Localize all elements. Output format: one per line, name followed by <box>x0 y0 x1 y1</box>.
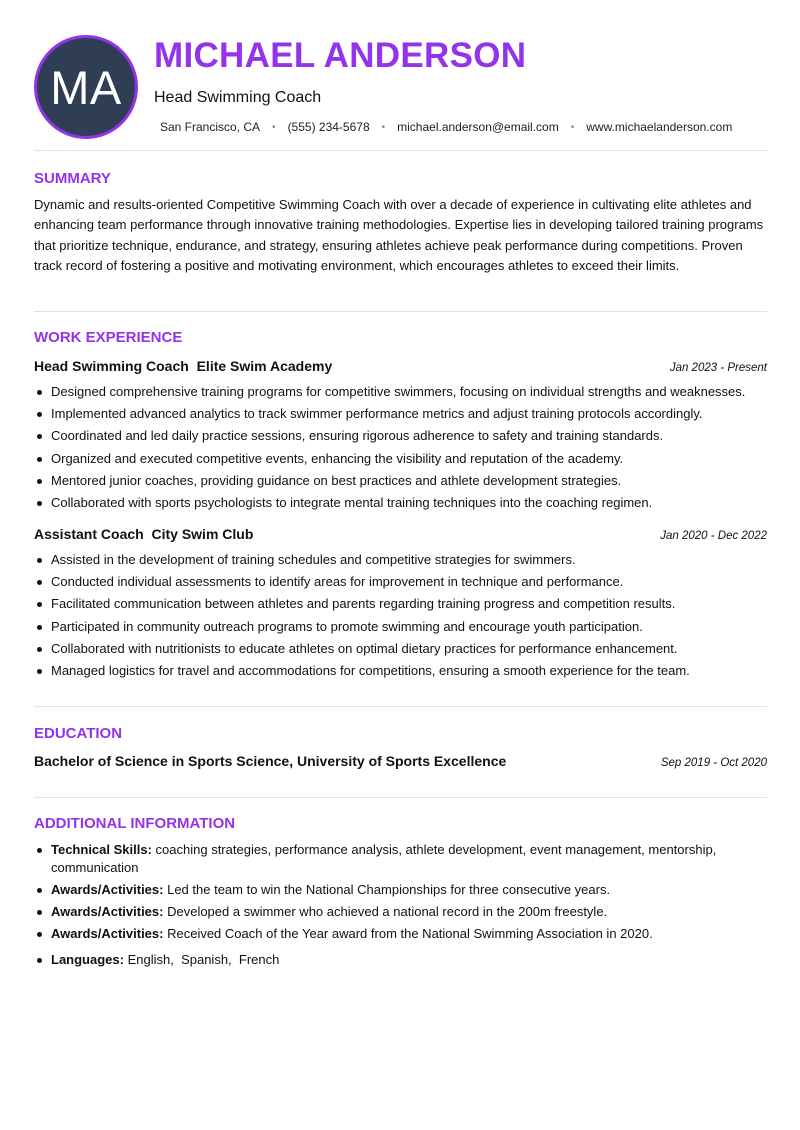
list-item: Implemented advanced analytics to track swimmer performance metrics and adjust training protocols accordingly. <box>34 403 774 425</box>
job-role: Head Swimming Coach <box>34 358 189 374</box>
experience-heading: WORK EXPERIENCE <box>34 329 183 346</box>
education-entry <box>34 753 767 769</box>
separator-dot: • <box>272 121 276 133</box>
list-item: Mentored junior coaches, providing guidance on best practices and athlete development strategies. <box>34 470 774 492</box>
contact-phone[interactable]: (555) 234-5678 <box>287 120 370 134</box>
job-company: City Swim Club <box>151 526 254 542</box>
item-label: Awards/Activities: <box>51 904 164 919</box>
degree-title: Bachelor of Science in Sports Science, University of Sports Excellence <box>34 753 507 769</box>
list-item: Organized and executed competitive events, enhancing the visibility and reputation of the academy. <box>34 448 774 470</box>
list-item: Designed comprehensive training programs for competitive swimmers, focusing on individual strengths and weaknesses. <box>34 381 774 403</box>
contact-website[interactable]: www.michaelanderson.com <box>586 120 733 134</box>
list-item: Managed logistics for travel and accommodations for competitions, ensuring a smooth experience for the team. <box>34 660 774 682</box>
list-item: Conducted individual assessments to identify areas for improvement in technique and performance. <box>34 571 774 593</box>
divider <box>34 311 767 312</box>
job-bullets <box>34 381 774 514</box>
job-bullets <box>34 549 774 682</box>
candidate-name: MICHAEL ANDERSON <box>154 36 527 75</box>
item-text: English, Spanish, French <box>127 952 280 967</box>
education-dates: Sep 2019 - Oct 2020 <box>660 757 767 769</box>
candidate-headline: Head Swimming Coach <box>154 89 322 106</box>
divider <box>34 150 767 151</box>
summary-text: Dynamic and results-oriented Competitive Swimming Coach with over a decade of experience in cultivating elite athletes and enhancing team performance through innovative training methodologies. Expertise lies in developing tailored training programs that prioritize technique, endurance, and strategy, ensuring athletes achieve peak performance during competitions. Proven track record of fostering a positive and motivating environment, which encourages athletes to exceed their limits. <box>34 197 764 273</box>
job-title <box>34 358 332 374</box>
list-item <box>34 903 769 921</box>
list-item: Facilitated communication between athletes and parents regarding training progress and competition results. <box>34 593 774 615</box>
list-item <box>34 881 769 899</box>
job-title <box>34 526 253 542</box>
item-label: Technical Skills: <box>51 842 152 857</box>
summary-heading: SUMMARY <box>34 170 111 187</box>
item-text: Developed a swimmer who achieved a national record in the 200m freestyle. <box>167 904 608 919</box>
list-item <box>34 951 769 969</box>
education-heading: EDUCATION <box>34 725 123 742</box>
list-item: Coordinated and led daily practice sessions, ensuring rigorous adherence to safety and training standards. <box>34 425 774 447</box>
avatar <box>34 35 138 139</box>
item-text: coaching strategies, performance analysis, athlete development, event management, mentorship, communication <box>51 842 717 875</box>
job-header <box>34 358 767 374</box>
list-item: Collaborated with sports psychologists to integrate mental training techniques into the coaching regimen. <box>34 492 774 514</box>
item-text: Led the team to win the National Championships for three consecutive years. <box>167 882 611 897</box>
item-text: Received Coach of the Year award from the National Swimming Association in 2020. <box>167 926 653 941</box>
item-label: Languages: <box>51 952 124 967</box>
divider <box>34 797 767 798</box>
contact-bar <box>160 120 732 134</box>
contact-email[interactable]: michael.anderson@email.com <box>397 120 559 134</box>
avatar-initials: MA <box>50 60 122 114</box>
item-label: Awards/Activities: <box>51 926 164 941</box>
list-item: Collaborated with nutritionists to educate athletes on optimal dietary practices for performance enhancement. <box>34 638 774 660</box>
job-dates: Jan 2023 - Present <box>669 362 767 374</box>
job-dates: Jan 2020 - Dec 2022 <box>660 530 767 542</box>
list-item <box>34 841 769 877</box>
item-label: Awards/Activities: <box>51 882 164 897</box>
separator-dot: • <box>381 121 386 133</box>
job-company: Elite Swim Academy <box>196 358 333 374</box>
job-header <box>34 526 767 542</box>
divider <box>34 706 767 707</box>
contact-location: San Francisco, CA <box>160 120 261 134</box>
list-item <box>34 925 769 943</box>
list-item: Participated in community outreach programs to promote swimming and encourage youth participation. <box>34 616 774 638</box>
additional-info-heading: ADDITIONAL INFORMATION <box>34 815 236 832</box>
list-item: Assisted in the development of training schedules and competitive strategies for swimmers. <box>34 549 774 571</box>
job-role: Assistant Coach <box>34 526 144 542</box>
additional-info-list <box>34 841 769 973</box>
separator-dot: • <box>570 121 575 133</box>
